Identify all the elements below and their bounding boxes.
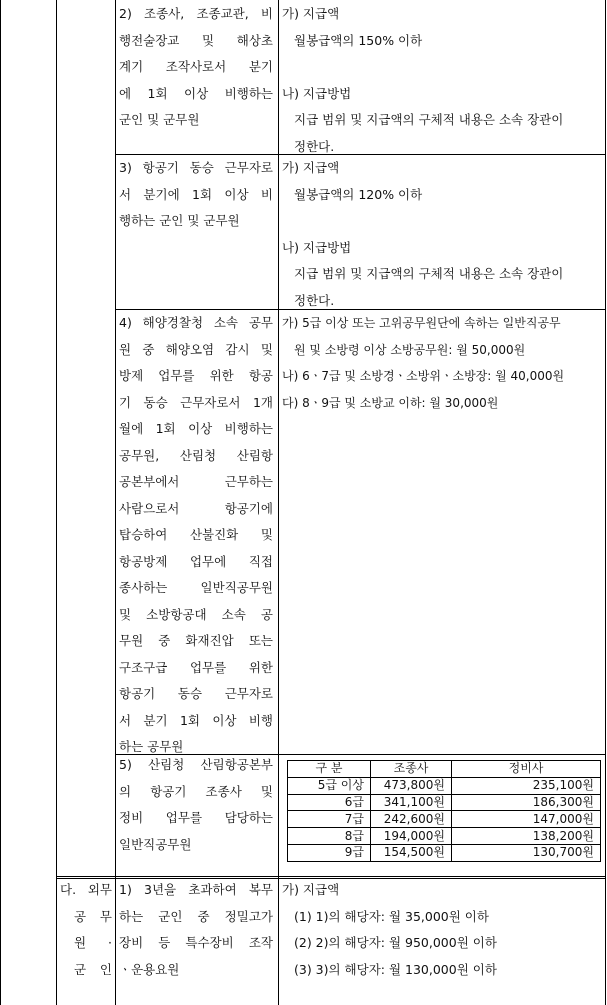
row-3-detail-blank: [282, 208, 602, 235]
category-line: 원 ·: [74, 935, 112, 950]
section-item-line: 하는 군인 중 정밀고가: [119, 908, 273, 924]
pilot-amount-cell: 473,800원: [371, 777, 452, 794]
row-4-item-line: 공본부에서 근무하는: [119, 474, 273, 489]
row-2-item-line: 군인 및 군무원: [119, 112, 200, 127]
section-detail: [282, 877, 602, 983]
pilot-amount-cell: 341,100원: [371, 794, 452, 811]
row-2-detail-line: 지급 범위 및 지급액의 구체적 내용은 소속 장관이: [294, 112, 564, 127]
table-row: [288, 794, 601, 811]
row-2-item-line: 계기 조작사로서 분기: [119, 59, 273, 74]
row-2-detail-line: 나) 지급방법: [282, 85, 352, 101]
table-border-right: [605, 0, 606, 1005]
row-4-item-line: 항공기 동승 근무자로: [119, 686, 273, 701]
row-2-item-line: 에 1회 이상 비행하는: [119, 85, 273, 101]
row-5-item-line: 의 항공기 조종사 및: [119, 783, 273, 799]
rate-table-header-row: [288, 761, 601, 778]
rate-table-header-mechanic: 정비사: [452, 761, 601, 778]
row-4-item-line: 종사하는 일반직공무원: [119, 580, 273, 595]
row-3-detail-line: 가) 지급액: [282, 160, 340, 175]
row-2-detail: [282, 1, 602, 160]
row-3-detail-line: 월봉급액의 120% 이하: [294, 186, 423, 202]
section-item-line: ㆍ운용요원: [119, 961, 180, 977]
section-item-line: 1) 3년을 초과하여 복무: [119, 882, 273, 897]
row-3-item-line: 행하는 군인 및 군무원: [119, 213, 240, 228]
row-4-item-line: 무원 중 화재진압 또는: [119, 633, 273, 648]
row-4-item-line: 하는 공무원: [119, 739, 184, 754]
row-4-item-line: 4) 해양경찰청 소속 공무: [119, 315, 273, 330]
mechanic-amount-cell: 130,700원: [452, 844, 601, 861]
pilot-amount-cell: 242,600원: [371, 811, 452, 828]
category-line: 군 인: [74, 961, 112, 977]
row-3-detail-line: 지급 범위 및 지급액의 구체적 내용은 소속 장관이: [294, 266, 564, 281]
column-divider-detail: [278, 0, 279, 1005]
row-2-item-line: 행전술장교 및 해상초: [119, 32, 273, 48]
row-4-detail-line: 원 및 소방령 이상 소방공무원: 월 50,000원: [294, 342, 526, 357]
mechanic-amount-cell: 147,000원: [452, 811, 601, 828]
row-4-item-line: 기 동승 근무자로서 1개: [119, 394, 273, 410]
row-5-item-line: 정비 업무를 담당하는: [119, 810, 273, 825]
grade-cell: 7급: [288, 811, 371, 828]
row-2-detail-line: 월봉급액의 150% 이하: [294, 32, 423, 48]
allowance-rate-table: [287, 760, 601, 862]
grade-cell: 6급: [288, 794, 371, 811]
section-detail-line: 가) 지급액: [282, 882, 340, 897]
section-category: [60, 877, 112, 983]
row-5-item-line: 5) 산림청 산림항공본부: [119, 757, 273, 772]
row-2-item-line: 2) 조종사, 조종교관, 비: [119, 6, 273, 21]
pilot-amount-cell: 194,000원: [371, 828, 452, 845]
row-4-item-line: 월에 1회 이상 비행하는: [119, 421, 273, 436]
row-4-item-line: 방제 업무를 위한 항공: [119, 368, 273, 383]
section-item: [119, 877, 273, 983]
grade-cell: 9급: [288, 844, 371, 861]
row-4-item-line: 및 소방항공대 소속 공: [119, 606, 273, 622]
row-4-item-line: 원 중 해양오염 감시 및: [119, 341, 273, 357]
row-2-detail-blank: [282, 54, 602, 81]
category-line: 다. 외무: [60, 882, 112, 897]
rate-table-header-pilot: 조종사: [371, 761, 452, 778]
column-divider-category: [56, 0, 57, 1005]
row-4-item-line: 사람으로서 항공기에: [119, 500, 273, 516]
section-detail-line: (1) 1)의 해당자: 월 35,000원 이하: [294, 908, 489, 924]
section-detail-line: (3) 3)의 해당자: 월 130,000원 이하: [294, 961, 497, 977]
section-item-line: 장비 등 특수장비 조작: [119, 935, 273, 950]
mechanic-amount-cell: 186,300원: [452, 794, 601, 811]
table-row: [288, 844, 601, 861]
mechanic-amount-cell: 138,200원: [452, 828, 601, 845]
row-2-detail-line: 정한다.: [294, 138, 335, 154]
row-2-detail-line: 가) 지급액: [282, 6, 340, 21]
row-2-item: [119, 1, 273, 134]
grade-cell: 5급 이상: [288, 777, 371, 794]
grade-cell: 8급: [288, 828, 371, 845]
table-row: [288, 828, 601, 845]
row-4-detail-line: 다) 8ㆍ9급 및 소방교 이하: 월 30,000원: [282, 395, 499, 410]
row-4-item-line: 항공방제 업무에 직접: [119, 553, 273, 569]
pilot-amount-cell: 154,500원: [371, 844, 452, 861]
category-line: 공 무: [74, 908, 112, 924]
table-row: [288, 811, 601, 828]
row-4-item: [119, 310, 273, 761]
table-border-left: [0, 0, 1, 1005]
row-4-detail: [282, 310, 604, 416]
column-divider-item: [115, 0, 116, 1005]
row-4-item-line: 탑승하여 산불진화 및: [119, 527, 273, 542]
row-4-item-line: 구조구급 업무를 위한: [119, 659, 273, 675]
row-4-detail-line: 나) 6ㆍ7급 및 소방경ㆍ소방위ㆍ소방장: 월 40,000원: [282, 369, 565, 383]
table-row: [288, 777, 601, 794]
row-4-item-line: 서 분기 1회 이상 비행: [119, 712, 273, 728]
row-3-detail-line: 정한다.: [294, 292, 335, 308]
row-3-item: [119, 155, 273, 235]
rate-table-header-grade: 구 분: [288, 761, 371, 778]
row-3-item-line: 서 분기에 1회 이상 비: [119, 186, 273, 202]
mechanic-amount-cell: 235,100원: [452, 777, 601, 794]
row-4-item-line: 공무원, 산림청 산림항: [119, 447, 273, 463]
row-3-detail: [282, 155, 602, 314]
row-4-detail-line: 가) 5급 이상 또는 고위공무원단에 속하는 일반직공무: [282, 316, 561, 330]
section-detail-line: (2) 2)의 해당자: 월 950,000원 이하: [294, 935, 497, 950]
row-5-item-line: 일반직공무원: [119, 836, 192, 852]
row-3-detail-line: 나) 지급방법: [282, 239, 352, 255]
row-3-item-line: 3) 항공기 동승 근무자로: [119, 160, 273, 175]
row-5-item: [119, 752, 273, 858]
